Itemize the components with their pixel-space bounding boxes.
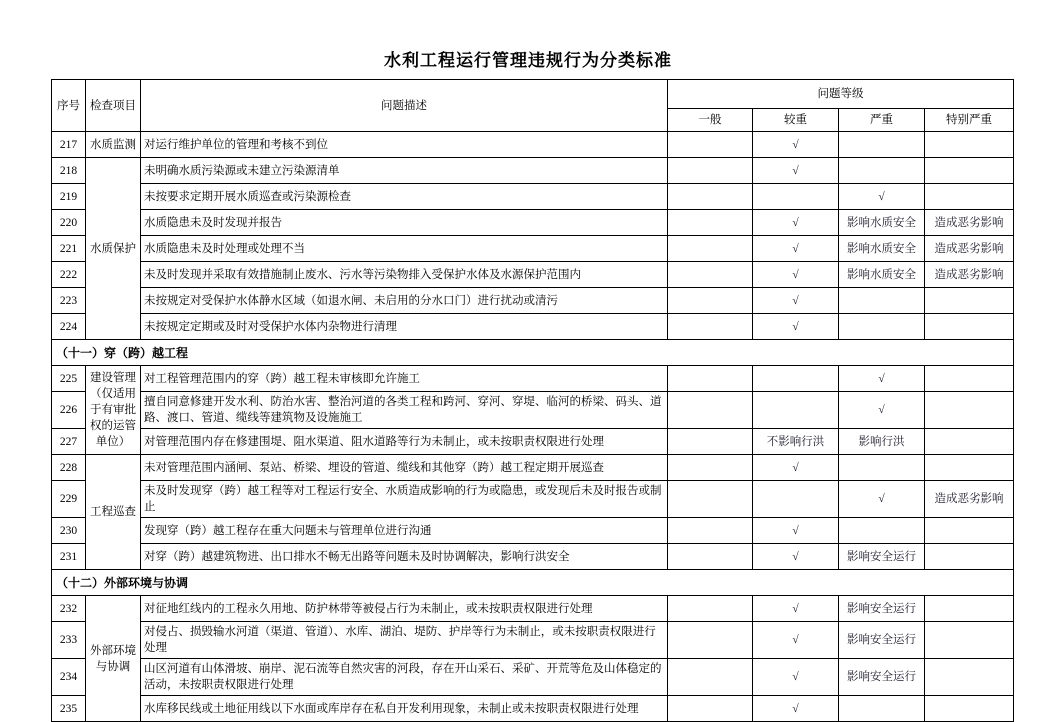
level-cell-extreme — [925, 132, 1014, 158]
table-row — [52, 481, 1014, 518]
level-cell-general — [668, 236, 753, 262]
level-cell-moderate: 不影响行洪 — [753, 429, 839, 455]
table-row — [52, 314, 1014, 340]
description-cell: 对管理范围内存在修建围堤、阻水渠道、阻水道路等行为未制止，或未按职责权限进行处理 — [141, 429, 668, 455]
level-cell-severe — [839, 696, 925, 722]
level-cell-extreme — [925, 544, 1014, 570]
row-seq: 227 — [52, 429, 86, 455]
level-check-severe: √ — [839, 366, 925, 392]
level-cell-severe — [839, 518, 925, 544]
level-cell-extreme — [925, 696, 1014, 722]
level-cell-extreme: 造成恶劣影响 — [925, 262, 1014, 288]
level-check-moderate: √ — [753, 659, 839, 696]
row-seq: 229 — [52, 481, 86, 518]
table-row — [52, 544, 1014, 570]
row-seq: 234 — [52, 659, 86, 696]
row-seq: 231 — [52, 544, 86, 570]
level-cell-general — [668, 288, 753, 314]
level-cell-severe — [839, 132, 925, 158]
level-check-moderate: √ — [753, 132, 839, 158]
column-header-description: 问题描述 — [141, 80, 668, 132]
level-cell-extreme — [925, 596, 1014, 622]
level-cell-severe: 影响安全运行 — [839, 544, 925, 570]
column-header-level-group: 问题等级 — [668, 80, 1014, 109]
description-cell: 水质隐患未及时发现并报告 — [141, 210, 668, 236]
level-cell-general — [668, 455, 753, 481]
level-cell-general — [668, 366, 753, 392]
level-cell-general — [668, 158, 753, 184]
column-header-category: 检查项目 — [86, 80, 141, 132]
section-header-label: （十一）穿（跨）越工程 — [52, 340, 1014, 366]
description-cell: 对征地红线内的工程永久用地、防护林带等被侵占行为未制止，或未按职责权限进行处理 — [141, 596, 668, 622]
table-row — [52, 659, 1014, 696]
level-cell-general — [668, 314, 753, 340]
level-cell-extreme — [925, 622, 1014, 659]
level-cell-extreme — [925, 288, 1014, 314]
level-check-severe: √ — [839, 184, 925, 210]
level-cell-extreme — [925, 184, 1014, 210]
level-cell-general — [668, 622, 753, 659]
category-cell: 建设管理（仅适用于有审批权的运管单位） — [86, 366, 141, 455]
table-row — [52, 622, 1014, 659]
description-cell: 发现穿（跨）越工程存在重大问题未与管理单位进行沟通 — [141, 518, 668, 544]
level-cell-extreme — [925, 392, 1014, 429]
row-seq: 232 — [52, 596, 86, 622]
level-cell-severe: 影响安全运行 — [839, 659, 925, 696]
row-seq: 225 — [52, 366, 86, 392]
category-cell: 外部环境与协调 — [86, 596, 141, 722]
level-cell-extreme — [925, 659, 1014, 696]
section-header-label: （十二）外部环境与协调 — [52, 570, 1014, 596]
level-cell-general — [668, 659, 753, 696]
level-check-moderate: √ — [753, 158, 839, 184]
table-row — [52, 596, 1014, 622]
row-seq: 233 — [52, 622, 86, 659]
table-row — [52, 455, 1014, 481]
row-seq: 220 — [52, 210, 86, 236]
level-cell-severe — [839, 455, 925, 481]
column-header-level-extreme: 特别严重 — [925, 109, 1014, 132]
level-cell-general — [668, 544, 753, 570]
description-cell: 未及时发现穿（跨）越工程等对工程运行安全、水质造成影响的行为或隐患，或发现后未及时报告或制止 — [141, 481, 668, 518]
level-check-moderate: √ — [753, 455, 839, 481]
description-cell: 水质隐患未及时处理或处理不当 — [141, 236, 668, 262]
description-cell: 擅自同意修建开发水利、防治水害、整治河道的各类工程和跨河、穿河、穿堤、临河的桥梁、码头、道路、渡口、管道、缆线等建筑物及设施施工 — [141, 392, 668, 429]
level-cell-extreme — [925, 366, 1014, 392]
category-cell: 工程巡查 — [86, 455, 141, 570]
table-row — [52, 184, 1014, 210]
category-cell: 水质保护 — [86, 158, 141, 340]
row-seq: 221 — [52, 236, 86, 262]
table-row — [52, 392, 1014, 429]
level-cell-general — [668, 696, 753, 722]
level-check-moderate: √ — [753, 696, 839, 722]
description-cell: 山区河道有山体滑坡、崩岸、泥石流等自然灾害的河段，存在开山采石、采矿、开荒等危及山体稳定的活动，未按职责权限进行处理 — [141, 659, 668, 696]
description-cell: 对运行维护单位的管理和考核不到位 — [141, 132, 668, 158]
level-check-moderate: √ — [753, 544, 839, 570]
level-cell-severe — [839, 158, 925, 184]
level-cell-moderate — [753, 184, 839, 210]
description-cell: 对穿（跨）越建筑物进、出口排水不畅无出路等问题未及时协调解决，影响行洪安全 — [141, 544, 668, 570]
level-cell-extreme: 造成恶劣影响 — [925, 236, 1014, 262]
page-title: 水利工程运行管理违规行为分类标准 — [384, 51, 672, 70]
table-row — [52, 696, 1014, 722]
description-cell: 未按规定对受保护水体静水区域（如退水闸、未启用的分水口门）进行扰动或清污 — [141, 288, 668, 314]
description-cell: 水库移民线或土地征用线以下水面或库岸存在私自开发利用现象，未制止或未按职责权限进行处理 — [141, 696, 668, 722]
table-row — [52, 262, 1014, 288]
level-check-moderate: √ — [753, 236, 839, 262]
level-cell-severe: 影响水质安全 — [839, 210, 925, 236]
level-cell-severe: 影响水质安全 — [839, 236, 925, 262]
row-seq: 224 — [52, 314, 86, 340]
level-cell-moderate — [753, 392, 839, 429]
description-cell: 未按要求定期开展水质巡查或污染源检查 — [141, 184, 668, 210]
table-row — [52, 236, 1014, 262]
level-cell-general — [668, 518, 753, 544]
level-cell-extreme — [925, 518, 1014, 544]
level-check-moderate: √ — [753, 210, 839, 236]
table-body — [52, 132, 1014, 722]
level-cell-general — [668, 132, 753, 158]
row-seq: 235 — [52, 696, 86, 722]
row-seq: 219 — [52, 184, 86, 210]
level-check-moderate: √ — [753, 314, 839, 340]
description-cell: 对工程管理范围内的穿（跨）越工程未审核即允许施工 — [141, 366, 668, 392]
level-cell-general — [668, 262, 753, 288]
level-check-severe: √ — [839, 481, 925, 518]
level-cell-extreme: 造成恶劣影响 — [925, 481, 1014, 518]
row-seq: 230 — [52, 518, 86, 544]
column-header-level-moderate: 较重 — [753, 109, 839, 132]
level-cell-severe: 影响水质安全 — [839, 262, 925, 288]
row-seq: 217 — [52, 132, 86, 158]
level-cell-extreme — [925, 455, 1014, 481]
table-row — [52, 288, 1014, 314]
row-seq: 222 — [52, 262, 86, 288]
level-cell-extreme — [925, 429, 1014, 455]
level-check-moderate: √ — [753, 518, 839, 544]
level-check-moderate: √ — [753, 596, 839, 622]
column-header-seq: 序号 — [52, 80, 86, 132]
row-seq: 228 — [52, 455, 86, 481]
table-row — [52, 366, 1014, 392]
category-cell: 水质监测 — [86, 132, 141, 158]
level-check-moderate: √ — [753, 262, 839, 288]
table-row — [52, 158, 1014, 184]
table-row — [52, 429, 1014, 455]
level-cell-general — [668, 184, 753, 210]
level-cell-general — [668, 596, 753, 622]
level-cell-severe: 影响安全运行 — [839, 622, 925, 659]
level-check-moderate: √ — [753, 288, 839, 314]
level-cell-extreme: 造成恶劣影响 — [925, 210, 1014, 236]
level-cell-severe: 影响行洪 — [839, 429, 925, 455]
level-cell-moderate — [753, 481, 839, 518]
level-cell-general — [668, 392, 753, 429]
level-check-moderate: √ — [753, 622, 839, 659]
section-row — [52, 570, 1014, 596]
violation-classification-table — [51, 79, 1014, 722]
section-row — [52, 340, 1014, 366]
level-check-severe: √ — [839, 392, 925, 429]
description-cell: 未及时发现并采取有效措施制止废水、污水等污染物排入受保护水体及水源保护范围内 — [141, 262, 668, 288]
level-cell-moderate — [753, 366, 839, 392]
level-cell-extreme — [925, 158, 1014, 184]
description-cell: 未对管理范围内涵闸、泵站、桥梁、埋设的管道、缆线和其他穿（跨）越工程定期开展巡查 — [141, 455, 668, 481]
level-cell-severe: 影响安全运行 — [839, 596, 925, 622]
level-cell-general — [668, 481, 753, 518]
row-seq: 218 — [52, 158, 86, 184]
table-row — [52, 132, 1014, 158]
description-cell: 未明确水质污染源或未建立污染源清单 — [141, 158, 668, 184]
level-cell-severe — [839, 288, 925, 314]
level-cell-general — [668, 429, 753, 455]
row-seq: 223 — [52, 288, 86, 314]
level-cell-severe — [839, 314, 925, 340]
row-seq: 226 — [52, 392, 86, 429]
table-row — [52, 518, 1014, 544]
table-row — [52, 210, 1014, 236]
level-cell-extreme — [925, 314, 1014, 340]
column-header-level-severe: 严重 — [839, 109, 925, 132]
description-cell: 对侵占、损毁输水河道（渠道、管道）、水库、湖泊、堤防、护岸等行为未制止，或未按职责权限进行处理 — [141, 622, 668, 659]
level-cell-general — [668, 210, 753, 236]
description-cell: 未按规定定期或及时对受保护水体内杂物进行清理 — [141, 314, 668, 340]
column-header-level-general: 一般 — [668, 109, 753, 132]
